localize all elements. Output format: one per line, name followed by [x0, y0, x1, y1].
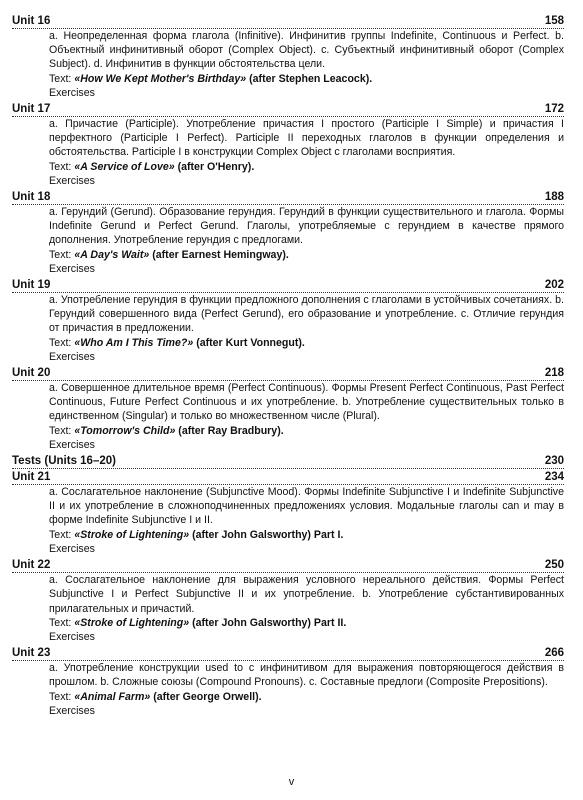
reading-text: [49, 690, 564, 704]
text-author: (after John Galsworthy) Part II.: [192, 616, 347, 629]
unit-description: [12, 661, 564, 718]
grammar-topics: a. Употребление герундия в функции предложного дополнения с глаголами в устойчивых сочетаниях. b. Герундий совершенного вида (Perfect Gerund), его образование и употребление. c. Отличие герундия от причастия в предложении.: [49, 294, 564, 335]
unit-heading: [12, 366, 564, 381]
text-title: «How We Kept Mother's Birthday»: [74, 72, 247, 85]
unit-title[interactable]: Unit 17: [12, 103, 51, 116]
text-author: (after John Galsworthy) Part I.: [192, 528, 344, 541]
grammar-topics: a. Сослагательное наклонение (Subjunctive Mood). Формы Indefinite Subjunctive I и Indefinite Subjunctive II и их употребление в сложноподчиненных предложениях условия. Модальные глаголы can и may в форме Indefinite Subjunctive I и II.: [49, 486, 564, 527]
text-title: «Animal Farm»: [74, 690, 151, 703]
unit-title[interactable]: Unit 16: [12, 15, 51, 27]
text-title: «Tomorrow's Child»: [74, 424, 176, 437]
grammar-topics: a. Неопределенная форма глагола (Infinitive). Инфинитив группы Indefinite, Continuous и Perfect. b. Объектный инфинитивный оборот (Complex Object). c. Субъектный инфинитивный оборот (Complex Subject). d. Инфинитив в функции обстоятельства цели.: [49, 30, 564, 71]
grammar-topics: a. Употребление конструкции used to с инфинитивом для выражения повторяющегося действия в прошлом. b. Сложные союзы (Compound Pronouns). c. Составные предлоги (Composite Prepositions).: [49, 662, 564, 689]
text-title: «Stroke of Lightening»: [74, 528, 190, 541]
unit-page-number[interactable]: 234: [544, 471, 564, 484]
unit-page-number[interactable]: 218: [544, 367, 564, 380]
unit-description: [12, 485, 564, 556]
unit-title[interactable]: Unit 20: [12, 367, 51, 380]
unit-description: [12, 205, 564, 276]
text-label: Text:: [49, 616, 72, 629]
unit-heading: [12, 646, 564, 661]
unit-page-number[interactable]: 230: [544, 455, 564, 468]
unit-16: [12, 14, 564, 100]
unit-title[interactable]: Unit 23: [12, 647, 51, 660]
text-label: Text:: [49, 424, 72, 437]
text-author: (after Ray Bradbury).: [178, 424, 284, 437]
unit-20: [12, 366, 564, 452]
unit-description: [12, 293, 564, 364]
text-label: Text:: [49, 336, 72, 349]
page-number: v: [288, 776, 295, 788]
unit-title[interactable]: Unit 19: [12, 279, 51, 292]
exercises-label: Exercises: [49, 438, 95, 451]
reading-text: [49, 336, 564, 350]
text-title: «A Service of Love»: [74, 160, 175, 173]
unit-heading: [12, 278, 564, 293]
reading-text: [49, 424, 564, 438]
grammar-topics: a. Сослагательное наклонение для выражения условного нереального действия. Формы Perfect Subjunctive I и Perfect Subjunctive II и их употребление. b. Употребление субстантивированных прилагательных и причастий.: [49, 574, 564, 615]
exercises-label: Exercises: [49, 86, 95, 99]
text-author: (after Earnest Hemingway).: [152, 248, 289, 261]
unit-heading: [12, 454, 564, 469]
grammar-topics: a. Совершенное длительное время (Perfect Continuous). Формы Present Perfect Continuous, Past Perfect Continuous, Future Perfect Continuous и их употребление. b. Употребление существительных только в единственном (Singular) и только во множественном числе (Plural).: [49, 382, 564, 423]
text-author: (after Stephen Leacock).: [249, 72, 373, 85]
unit-description: [12, 29, 564, 100]
text-label: Text:: [49, 160, 72, 173]
unit-17: [12, 102, 564, 188]
text-title: «A Day's Wait»: [74, 248, 150, 261]
unit-heading: [12, 558, 564, 573]
unit-23: [12, 646, 564, 718]
unit-heading: [12, 470, 564, 485]
unit-page-number[interactable]: 172: [544, 103, 564, 116]
text-label: Text:: [49, 248, 72, 261]
unit-page-number[interactable]: 266: [544, 647, 564, 660]
unit-page-number[interactable]: 188: [544, 191, 564, 204]
exercises-label: Exercises: [49, 174, 95, 187]
text-label: Text:: [49, 690, 72, 703]
unit-19: [12, 278, 564, 364]
text-title: «Stroke of Lightening»: [74, 616, 190, 629]
unit-title[interactable]: Tests (Units 16–20): [12, 455, 116, 468]
text-author: (after Kurt Vonnegut).: [196, 336, 305, 349]
unit-heading: [12, 102, 564, 117]
unit-title[interactable]: Unit 21: [12, 471, 51, 484]
text-title: «Who Am I This Time?»: [74, 336, 194, 349]
exercises-label: Exercises: [49, 350, 95, 363]
unit-page-number[interactable]: 202: [544, 279, 564, 292]
unit-heading: [12, 190, 564, 205]
reading-text: [49, 248, 564, 262]
unit-title[interactable]: Unit 18: [12, 191, 51, 204]
unit-21: [12, 470, 564, 556]
text-label: Text:: [49, 528, 72, 541]
text-label: Text:: [49, 72, 72, 85]
exercises-label: Exercises: [49, 630, 95, 643]
grammar-topics: a. Герундий (Gerund). Образование герундия. Герундий в функции существительного и глагола. Формы Indefinite Gerund и Perfect Gerund. Глаголы, употребляемые с герундием в качестве прямого дополнения. Употребление герундия с предлогами.: [49, 206, 564, 247]
tests-16-20: [12, 454, 564, 469]
reading-text: [49, 528, 564, 542]
reading-text: [49, 160, 564, 174]
reading-text: [49, 72, 564, 86]
unit-description: [12, 117, 564, 188]
exercises-label: Exercises: [49, 262, 95, 275]
unit-page-number[interactable]: 158: [544, 15, 564, 27]
unit-page-number[interactable]: 250: [544, 559, 564, 572]
reading-text: [49, 616, 564, 630]
text-author: (after O'Henry).: [177, 160, 255, 173]
unit-18: [12, 190, 564, 276]
unit-title[interactable]: Unit 22: [12, 559, 51, 572]
unit-22: [12, 558, 564, 644]
unit-description: [12, 381, 564, 452]
exercises-label: Exercises: [49, 542, 95, 555]
unit-description: [12, 573, 564, 644]
exercises-label: Exercises: [49, 704, 95, 717]
unit-heading: [12, 14, 564, 29]
grammar-topics: a. Причастие (Participle). Употребление причастия I простого (Participle I Simple) и причастия I перфектного (Participle I Perfect). Participle II переходных глаголов в функции определения и обстоятельства. Participle I в конструкции Complex Object с глаголами восприятия.: [49, 118, 564, 159]
text-author: (after George Orwell).: [153, 690, 262, 703]
